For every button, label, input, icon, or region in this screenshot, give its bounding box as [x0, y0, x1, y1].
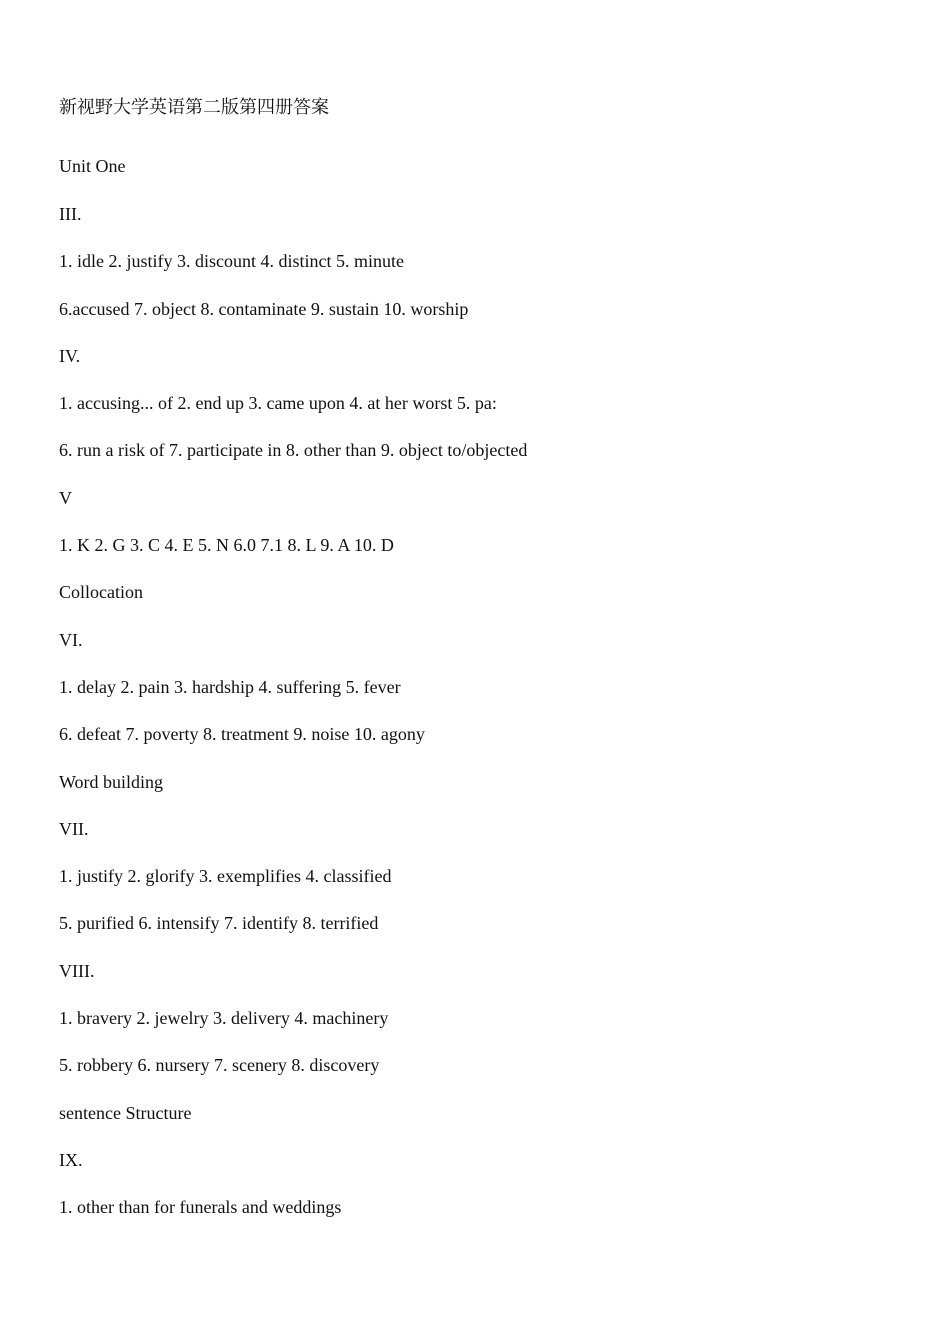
section-heading-ix: IX. [59, 1149, 83, 1170]
section-heading-viii: VIII. [59, 960, 95, 981]
answer-line: 1. other than for funerals and weddings [59, 1197, 342, 1218]
answer-line: 5. purified 6. intensify 7. identify 8. terrified [59, 913, 379, 934]
section-heading-vii: VII. [59, 818, 89, 839]
unit-heading: Unit One [59, 156, 126, 176]
subsection-heading-collocation: Collocation [59, 582, 143, 603]
answer-line: 6. run a risk of 7. participate in 8. other than 9. object to/objected [59, 440, 528, 461]
section-heading-v: V [59, 487, 72, 508]
answer-line: 1. delay 2. pain 3. hardship 4. suffering 5. fever [59, 676, 401, 697]
answer-line: 6. defeat 7. poverty 8. treatment 9. noise 10. agony [59, 724, 425, 745]
answer-line: 5. robbery 6. nursery 7. scenery 8. discovery [59, 1055, 380, 1076]
document-title: 新视野大学英语第二版第四册答案 [59, 97, 329, 117]
subsection-heading-word-building: Word building [59, 771, 164, 792]
section-heading-iv: IV. [59, 345, 81, 366]
answer-line: 1. bravery 2. jewelry 3. delivery 4. machinery [59, 1008, 389, 1029]
section-heading-vi: VI. [59, 629, 83, 650]
answer-line: 1. K 2. G 3. C 4. E 5. N 6.0 7.1 8. L 9. A 10. D [59, 535, 394, 556]
section-heading-iii: III. [59, 204, 82, 224]
subsection-heading-sentence-structure: sentence Structure [59, 1102, 192, 1123]
answer-line: 1. idle 2. justify 3. discount 4. distinct 5. minute [59, 251, 404, 272]
answer-line: 6.accused 7. object 8. contaminate 9. sustain 10. worship [59, 298, 469, 319]
answer-line: 1. justify 2. glorify 3. exemplifies 4. classified [59, 866, 392, 887]
document-page [59, 96, 919, 1244]
answer-line: 1. accusing... of 2. end up 3. came upon 4. at her worst 5. pa: [59, 393, 497, 414]
